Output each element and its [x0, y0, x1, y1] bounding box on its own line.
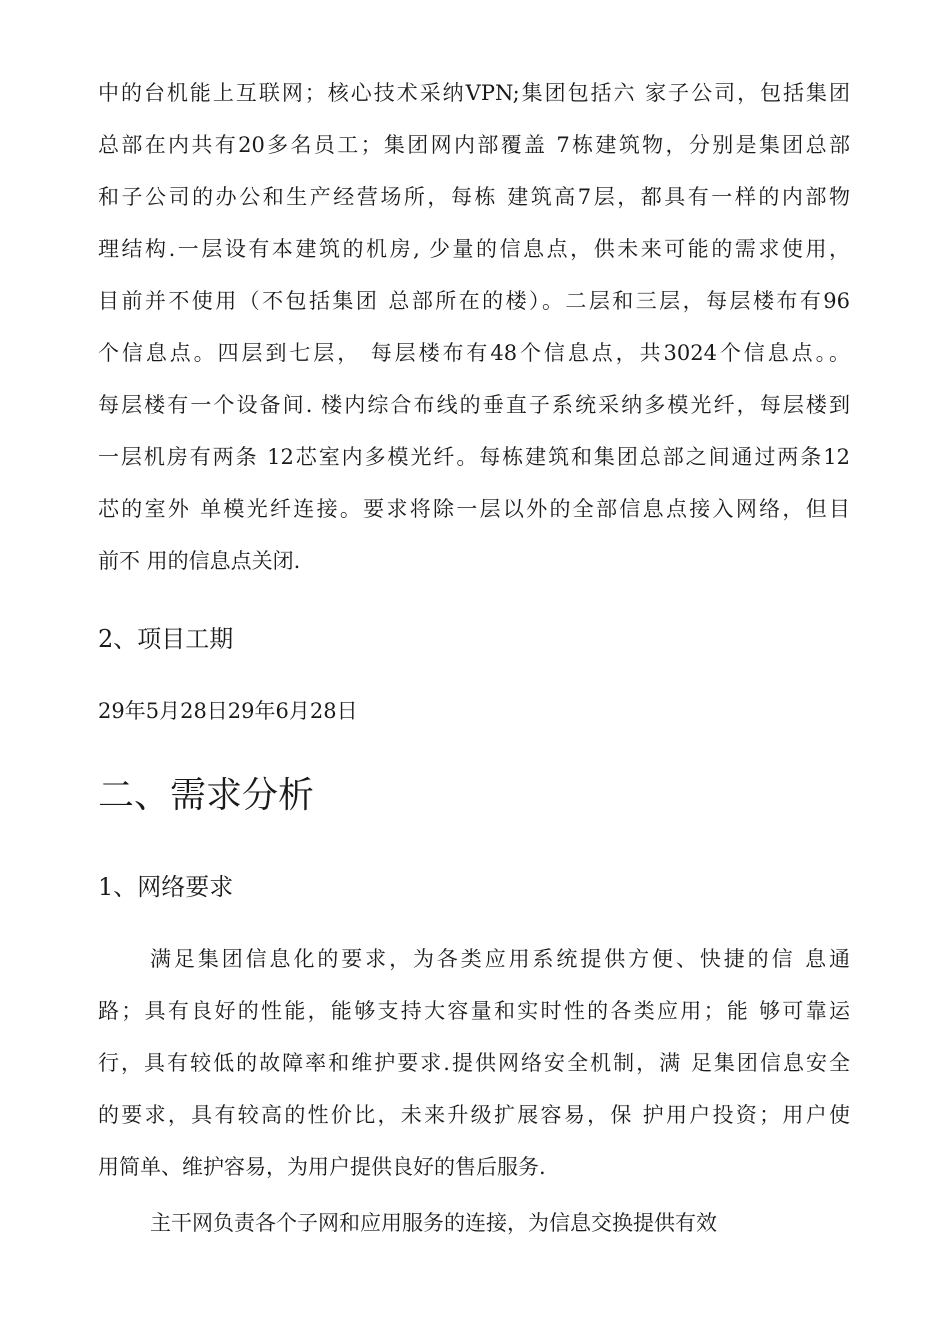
paragraph-line: 个信息点。四层到七层， 每层楼布有48个信息点，共3024个信息点。。 — [98, 341, 850, 365]
paragraph-line: 行，具有较低的故障率和维护要求.提供网络安全机制，满 足集团信息安全 — [98, 1051, 850, 1075]
paragraph-line: 目前并不使用（不包括集团 总部所在的楼）。二层和三层，每层楼布有96 — [98, 289, 850, 313]
section-heading-project-period: 2、项目工期 — [98, 625, 234, 653]
paragraph-line: 的要求，具有较高的性价比，未来升级扩展容易，保 护用户投资；用户使 — [98, 1103, 850, 1127]
sub-heading-network-requirements: 1、网络要求 — [98, 873, 234, 901]
paragraph-line: 前不 用的信息点关闭. — [98, 549, 301, 573]
paragraph-line: 和子公司的办公和生产经营场所，每栋 建筑高7层，都具有一样的内部物 — [98, 185, 850, 209]
paragraph-line: 理结构.一层设有本建筑的机房, 少量的信息点，供未来可能的需求使用， — [98, 237, 850, 261]
paragraph-line: 中的台机能上互联网；核心技术采纳VPN;集团包括六 家子公司，包括集团 — [98, 81, 850, 105]
paragraph-line: 每层楼有一个设备间. 楼内综合布线的垂直子系统采纳多模光纤，每层楼到 — [98, 393, 850, 417]
paragraph-line: 满足集团信息化的要求，为各类应用系统提供方便、快捷的信 息通 — [150, 947, 850, 971]
paragraph-line: 路；具有良好的性能，能够支持大容量和实时性的各类应用；能 够可靠运 — [98, 999, 850, 1023]
paragraph-line: 芯的室外 单模光纤连接。要求将除一层以外的全部信息点接入网络，但目 — [98, 497, 850, 521]
project-period-dates: 29年5月28日29年6月28日 — [98, 699, 358, 723]
paragraph-line: 总部在内共有20多名员工；集团网内部覆盖 7栋建筑物，分别是集团总部 — [98, 133, 850, 157]
paragraph-line: 用简单、维护容易，为用户提供良好的售后服务. — [98, 1155, 546, 1179]
paragraph-line: 一层机房有两条 12芯室内多模光纤。每栋建筑和集团总部之间通过两条12 — [98, 445, 850, 469]
chapter-heading: 二、需求分析 — [98, 775, 315, 816]
paragraph-line: 主干网负责各个子网和应用服务的连接，为信息交换提供有效 — [150, 1211, 717, 1235]
